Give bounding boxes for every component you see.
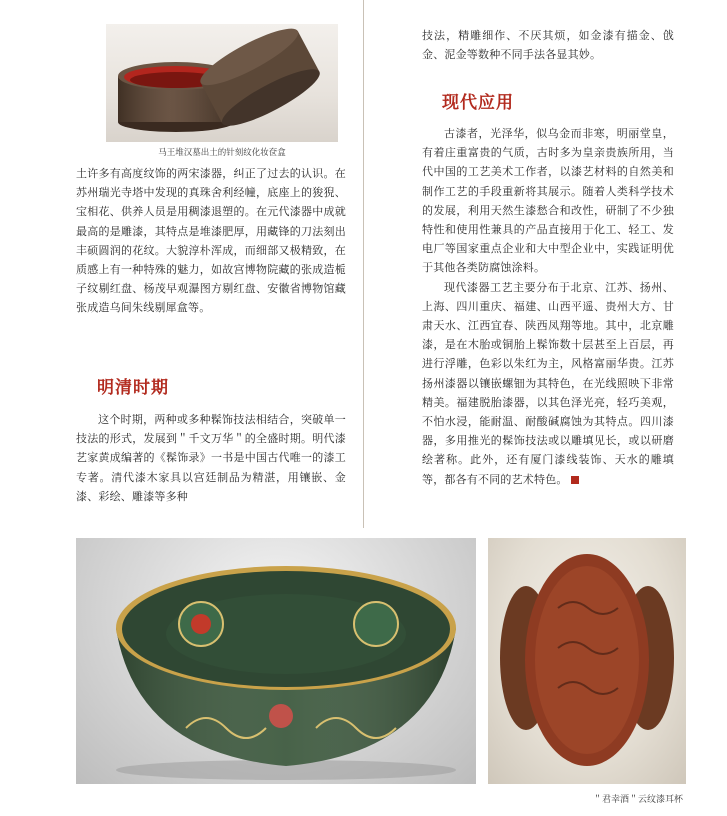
left-paragraph-2: 这个时期，两种或多种髹饰技法相结合，突破单一技法的形式，发展到＂千文万华＂的全盛时期。明代漆艺家黄成编著的《髹饰录》一书是中国古代唯一的漆工专著。清代漆木家具以宫廷制品为精湛，用镶嵌、金漆、彩绘、雕漆等多种 [76,413,346,503]
right-column [422,26,674,64]
right-paragraph-1: 古漆者，光泽华，似乌金而非寒，明丽堂皇，有着庄重富贵的气质，古时多为皇亲贵族所用，当代中国的工艺美术工作者，以漆艺材料的自然美和制作工艺的手段重新将其展示。随着人类科学技术的发展，利用天然生漆愁合和改性，研制了不少独特性和使用性兼具的产品直接用于化工、轻工、发电厂等国家重点企业和大中型企业中，实践证明优于其他各类防腐蚀涂料。 [422,127,674,275]
heading-modern-use: 现代应用 [442,93,514,113]
ear-cup-caption: ＂君幸酒＂云纹漆耳杯 [592,795,683,805]
heading-ming-qing: 明清时期 [97,378,169,398]
right-paragraph-0: 技法，精雕细作、不厌其烦，如金漆有描金、戗金、泥金等数种不同手法各显其妙。 [422,29,674,62]
left-paragraph-1: 土许多有高度纹饰的两宋漆器，纠正了过去的认识。在苏州瑞光寺塔中发现的真珠舍利经幢，底座上的狻猊、宝相花、供养人员是用稠漆退塑的。在元代漆器中成就最高的是雕漆，其特点是堆漆肥厚，用藏锋的刀法刻出丰硕圆润的花纹。大貌淳朴浑成，而细部又极精致，在质感上有一种特殊的魅力，如故宫博物院藏的张成造栀子纹剔红盘、杨茂早观瀑图方剔红盘、安徽省博物馆藏张成造乌间朱线剔犀盒等。 [76,167,346,315]
ear-cup-photo [488,538,686,784]
left-column [76,164,346,318]
right-paragraph-2 [422,278,674,489]
green-lacquer-bowl-photo [76,538,476,784]
lacquer-box-photo [106,24,338,142]
lacquer-box-caption: 马王堆汉墓出土的针刻纹化妆奁盒 [158,148,286,158]
right-column-lower [422,124,674,489]
left-column-lower [76,410,346,506]
column-divider [363,0,364,528]
right-paragraph-2-text: 现代漆器工艺主要分布于北京、江苏、扬州、上海、四川重庆、福建、山西平遥、贵州大方、甘肃天水、江西宜春、陕西凤翔等地。其中，北京雕漆，是在木胎或铜胎上髹饰数十层甚至上百层，再进行浮雕，色彩以朱红为主，风格富丽华贵。江苏扬州漆器以镶嵌螺钿为其特色，在光线照映下非常精美。福建脱胎漆器，以其色泽光亮，轻巧美观，不怕水浸，能耐温、耐酸碱腐蚀为其特点。四川漆器，多用推光的髹饰技法或以雕填见长，或以研磨绘著称。此外，还有厦门漆线装饰、天水的雕填等，都各有不同的艺术特色。 [422,280,674,486]
end-mark-icon [571,476,579,484]
